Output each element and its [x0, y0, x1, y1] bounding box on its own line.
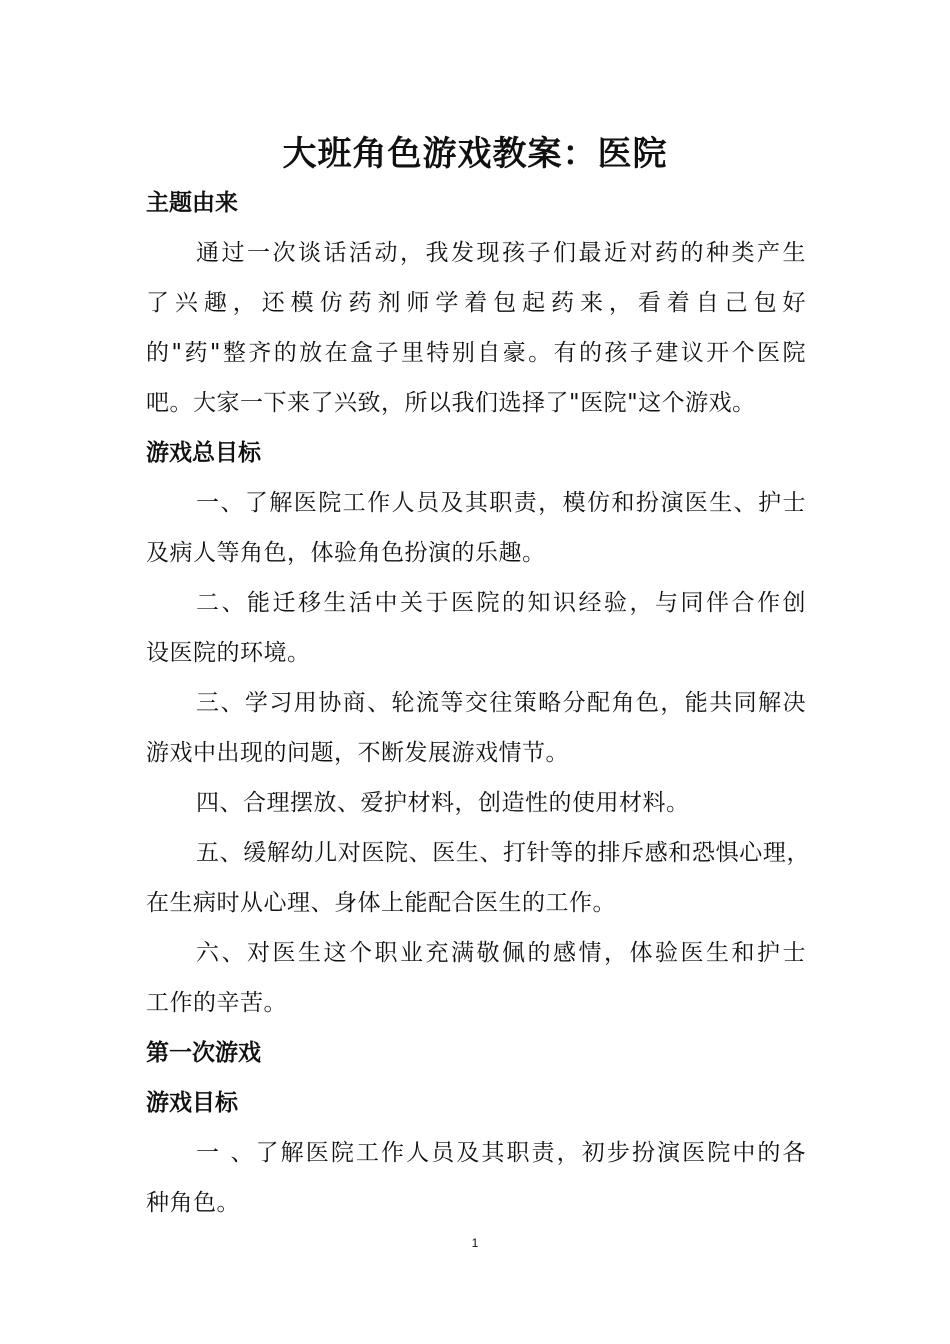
paragraph-line: 一、了解医院工作人员及其职责，模仿和扮演医生、护士	[196, 490, 806, 516]
paragraph-line: 工作的辛苦。	[146, 990, 287, 1016]
paragraph-line: 设医院的环境。	[146, 640, 311, 666]
section-heading-game-goals: 游戏目标	[146, 1090, 238, 1116]
page-number: 1	[471, 1236, 479, 1250]
paragraph-line: 了兴趣，还模仿药剂师学着包起药来，看着自己包好	[146, 290, 806, 316]
section-heading-overall-goals: 游戏总目标	[146, 440, 261, 466]
paragraph-line: 四、合理摆放、爱护材料，创造性的使用材料。	[196, 790, 690, 816]
document-title: 大班角色游戏教案：医院	[282, 134, 668, 174]
paragraph-line: 六、对医生这个职业充满敬佩的感情，体验医生和护士	[196, 940, 806, 966]
paragraph-line: 及病人等角色，体验角色扮演的乐趣。	[146, 540, 546, 566]
paragraph-line: 种角色。	[146, 1190, 240, 1216]
paragraph-line: 的"药"整齐的放在盒子里特别自豪。有的孩子建议开个医院	[146, 340, 806, 366]
paragraph-line: 通过一次谈话活动，我发现孩子们最近对药的种类产生	[196, 240, 806, 266]
paragraph-line: 一 、了解医院工作人员及其职责，初步扮演医院中的各	[196, 1140, 806, 1166]
section-heading-origin: 主题由来	[146, 190, 238, 216]
paragraph-line: 二、能迁移生活中关于医院的知识经验，与同伴合作创	[196, 590, 806, 616]
paragraph-line: 游戏中出现的问题，不断发展游戏情节。	[146, 740, 569, 766]
paragraph-line: 三、学习用协商、轮流等交往策略分配角色，能共同解决	[196, 690, 806, 716]
paragraph-line: 吧。大家一下来了兴致，所以我们选择了"医院"这个游戏。	[146, 390, 756, 416]
paragraph-line: 五、缓解幼儿对医院、医生、打针等的排斥感和恐惧心理，	[196, 840, 810, 866]
section-heading-first-game: 第一次游戏	[146, 1040, 261, 1066]
paragraph-line: 在生病时从心理、身体上能配合医生的工作。	[146, 890, 616, 916]
